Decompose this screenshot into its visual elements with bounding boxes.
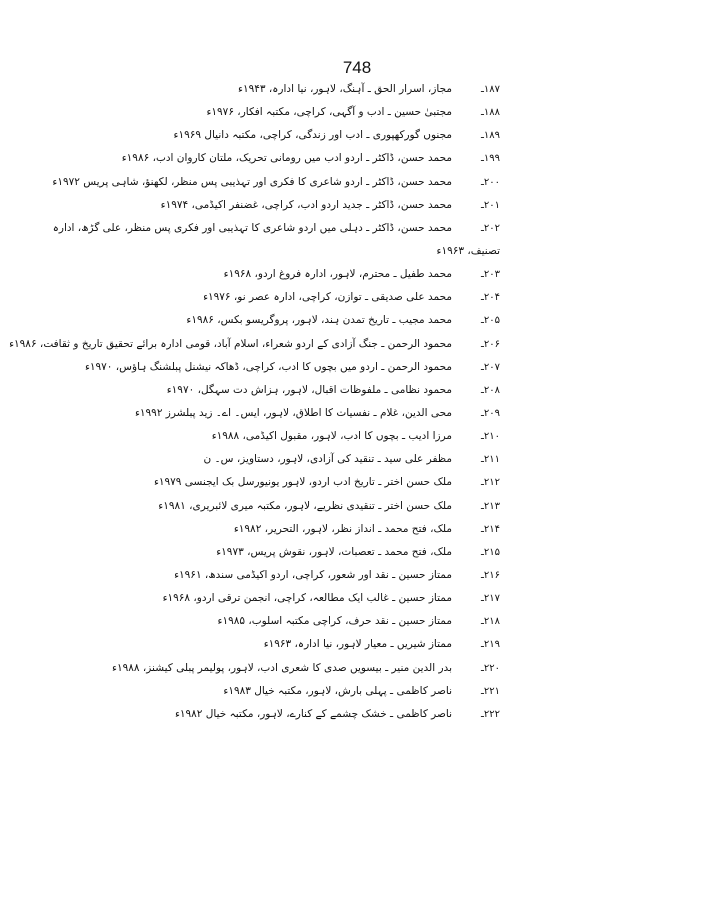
bibliography-entry xyxy=(120,587,500,610)
bibliography-entry xyxy=(120,680,500,703)
entry-number: ۲۰۴ـ xyxy=(480,292,500,304)
entry-number: ۲۰۶ـ xyxy=(480,338,500,350)
bibliography-entry xyxy=(120,379,500,402)
entry-number: ۲۰۱ـ xyxy=(480,199,500,211)
entry-number: ۲۲۲ـ xyxy=(480,708,500,720)
bibliography-entry xyxy=(120,101,500,124)
bibliography-entry xyxy=(52,171,500,194)
entry-text: مظفر علی سید ـ تنقید کی آزادی، لاہور، دستاویز، س۔ ن xyxy=(203,453,452,466)
bibliography-entry xyxy=(120,286,500,309)
entry-number: ۲۲۰ـ xyxy=(480,662,500,674)
bibliography-entry xyxy=(120,124,500,147)
entry-number: ۱۹۹ـ xyxy=(480,153,500,165)
entry-number: ۲۰۷ـ xyxy=(480,361,500,373)
entry-text: ممتاز حسین ـ نقد حرف، کراچی مکتبہ اسلوب، ۱۹۸۵ء xyxy=(217,615,452,628)
bibliography-entry xyxy=(112,657,500,680)
entry-text: ملک، فتح محمد ـ انداز نظر، لاہور، التحریر، ۱۹۸۲ء xyxy=(233,522,452,535)
bibliography-entry xyxy=(120,495,500,518)
entry-text: محمد مجیب ـ تاریخ تمدن ہند، لاہور، پروگریسو بکس، ۱۹۸۶ء xyxy=(186,314,452,327)
bibliography-entry xyxy=(120,194,500,217)
entry-text: مجتبیٰ حسین ـ ادب و آگہی، کراچی، مکتبہ افکار، ۱۹۷۶ء xyxy=(206,106,452,119)
entry-number: ۲۰۰ـ xyxy=(480,176,500,188)
entry-text: محی الدین، غلام ـ نفسیات کا اطلاق، لاہور، ایس۔ اے۔ زید پبلشرز ۱۹۹۲ء xyxy=(134,406,452,419)
bibliography-entry xyxy=(120,518,500,541)
entry-number: ۲۰۵ـ xyxy=(480,315,500,327)
entry-text: محمود الرحمن ـ اردو میں بچوں کا ادب، کراچی، ڈھاکہ نیشنل پبلشنگ ہاؤس، ۱۹۷۰ء xyxy=(84,360,452,373)
entry-text: محمد طفیل ـ محترم، لاہور، ادارہ فروغ اردو، ۱۹۶۸ء xyxy=(223,268,452,281)
entry-text: محمود نظامی ـ ملفوظات اقبال، لاہور، ہزاش دت سہگل، ۱۹۷۰ء xyxy=(166,383,452,396)
bibliography-entry xyxy=(120,147,500,170)
entry-number: ۲۱۱ـ xyxy=(480,454,500,466)
bibliography-entry xyxy=(120,610,500,633)
bibliography-list xyxy=(9,78,500,726)
bibliography-entry xyxy=(120,564,500,587)
bibliography-entry xyxy=(52,217,500,240)
bibliography-entry xyxy=(120,448,500,471)
entry-text: محمد حسن، ڈاکٹر ـ جدید اردو ادب، کراچی، غضنفر اکیڈمی، ۱۹۷۴ء xyxy=(160,198,452,211)
entry-number: ۲۱۲ـ xyxy=(480,477,500,489)
entry-number: ۲۱۸ـ xyxy=(480,616,500,628)
bibliography-entry xyxy=(84,356,500,379)
bibliography-entry xyxy=(120,402,500,425)
bibliography-entry-continuation xyxy=(120,240,500,263)
entry-text: ملک، فتح محمد ـ تعصبات، لاہور، نقوش پریس، ۱۹۷۳ء xyxy=(216,545,452,558)
entry-text: محمد حسن، ڈاکٹر ـ اردو ادب میں رومانی تحریک، ملتان کاروان ادب، ۱۹۸۶ء xyxy=(121,152,452,165)
entry-continuation-text: تصنیف، ۱۹۶۳ء xyxy=(436,244,500,257)
entry-number: ۲۰۸ـ xyxy=(480,384,500,396)
entry-number: ۲۱۴ـ xyxy=(480,523,500,535)
entry-number: ۲۰۹ـ xyxy=(480,407,500,419)
entry-text: محمد حسن، ڈاکٹر ـ اردو شاعری کا فکری اور تہذیبی پس منظر، لکھنؤ، شاہی پریس ۱۹۷۲ء xyxy=(52,175,452,188)
bibliography-entry xyxy=(120,78,500,101)
bibliography-entry xyxy=(120,471,500,494)
entry-text: ناصر کاظمی ـ خشک چشمے کے کنارے، لاہور، مکتبہ خیال ۱۹۸۲ء xyxy=(174,707,452,720)
entry-number: ۲۱۶ـ xyxy=(480,569,500,581)
entry-text: محمود الرحمن ـ جنگ آزادی کے اردو شعراء، اسلام آباد، قومی ادارہ برائے تحقیق تاریخ و ثقافت، ۱۹۸۶ء xyxy=(9,337,452,350)
page-number: 748 xyxy=(342,58,372,77)
entry-text: محمد علی صدیقی ـ توازن، کراچی، ادارہ عصر نو، ۱۹۷۶ء xyxy=(203,291,452,304)
entry-text: ناصر کاظمی ـ پہلی بارش، لاہور، مکتبہ خیال ۱۹۸۳ء xyxy=(223,684,452,697)
entry-number: ۲۰۳ـ xyxy=(480,269,500,281)
entry-number: ۱۸۸ـ xyxy=(480,107,500,119)
entry-number: ۲۱۳ـ xyxy=(480,500,500,512)
bibliography-entry xyxy=(120,425,500,448)
entry-text: مجنوں گورکھپوری ـ ادب اور زندگی، کراچی، مکتبہ دانیال ۱۹۶۹ء xyxy=(173,129,452,142)
bibliography-entry xyxy=(9,333,500,356)
bibliography-entry xyxy=(120,263,500,286)
entry-text: مجاز، اسرار الحق ـ آہنگ، لاہور، نیا ادارہ، ۱۹۴۳ء xyxy=(238,83,452,95)
bibliography-entry xyxy=(120,309,500,332)
bibliography-entry xyxy=(120,541,500,564)
entry-number: ۱۸۹ـ xyxy=(480,130,500,142)
entry-number: ۲۰۲ـ xyxy=(480,222,500,234)
entry-number: ۲۱۰ـ xyxy=(480,431,500,443)
entry-number: ۲۱۵ـ xyxy=(480,546,500,558)
entry-text: ملک حسن اختر ـ تنقیدی نظریے، لاہور، مکتبہ میری لائبریری، ۱۹۸۱ء xyxy=(158,499,452,512)
entry-text: ممتاز حسین ـ غالب ایک مطالعہ، کراچی، انجمن ترقی اردو، ۱۹۶۸ء xyxy=(162,592,452,605)
entry-number: ۲۲۱ـ xyxy=(480,685,500,697)
entry-number: ۲۱۹ـ xyxy=(480,639,500,651)
entry-number: ۲۱۷ـ xyxy=(480,593,500,605)
bibliography-entry xyxy=(120,703,500,726)
entry-text: محمد حسن، ڈاکٹر ـ دہلی میں اردو شاعری کا تہذیبی اور فکری پس منظر، علی گڑھ، ادارہ xyxy=(52,221,452,234)
entry-text: مرزا ادیب ـ بچوں کا ادب، لاہور، مقبول اکیڈمی، ۱۹۸۸ء xyxy=(211,430,452,443)
bibliography-entry xyxy=(120,633,500,656)
entry-text: بدر الدین منیر ـ بیسویں صدی کا شعری ادب، لاہور، پولیمر پبلی کیشنز، ۱۹۸۸ء xyxy=(112,661,452,674)
entry-text: ممتاز حسین ـ نقد اور شعور، کراچی، اردو اکیڈمی سندھ، ۱۹۶۱ء xyxy=(174,568,452,581)
entry-number: ۱۸۷ـ xyxy=(480,84,500,95)
entry-text: ممتاز شیریں ـ معیار لاہور، نیا ادارہ، ۱۹۶۳ء xyxy=(263,638,452,651)
entry-text: ملک حسن اختر ـ تاریخ ادب اردو، لاہور یونیورسل بک ایجنسی ۱۹۷۹ء xyxy=(153,476,452,489)
